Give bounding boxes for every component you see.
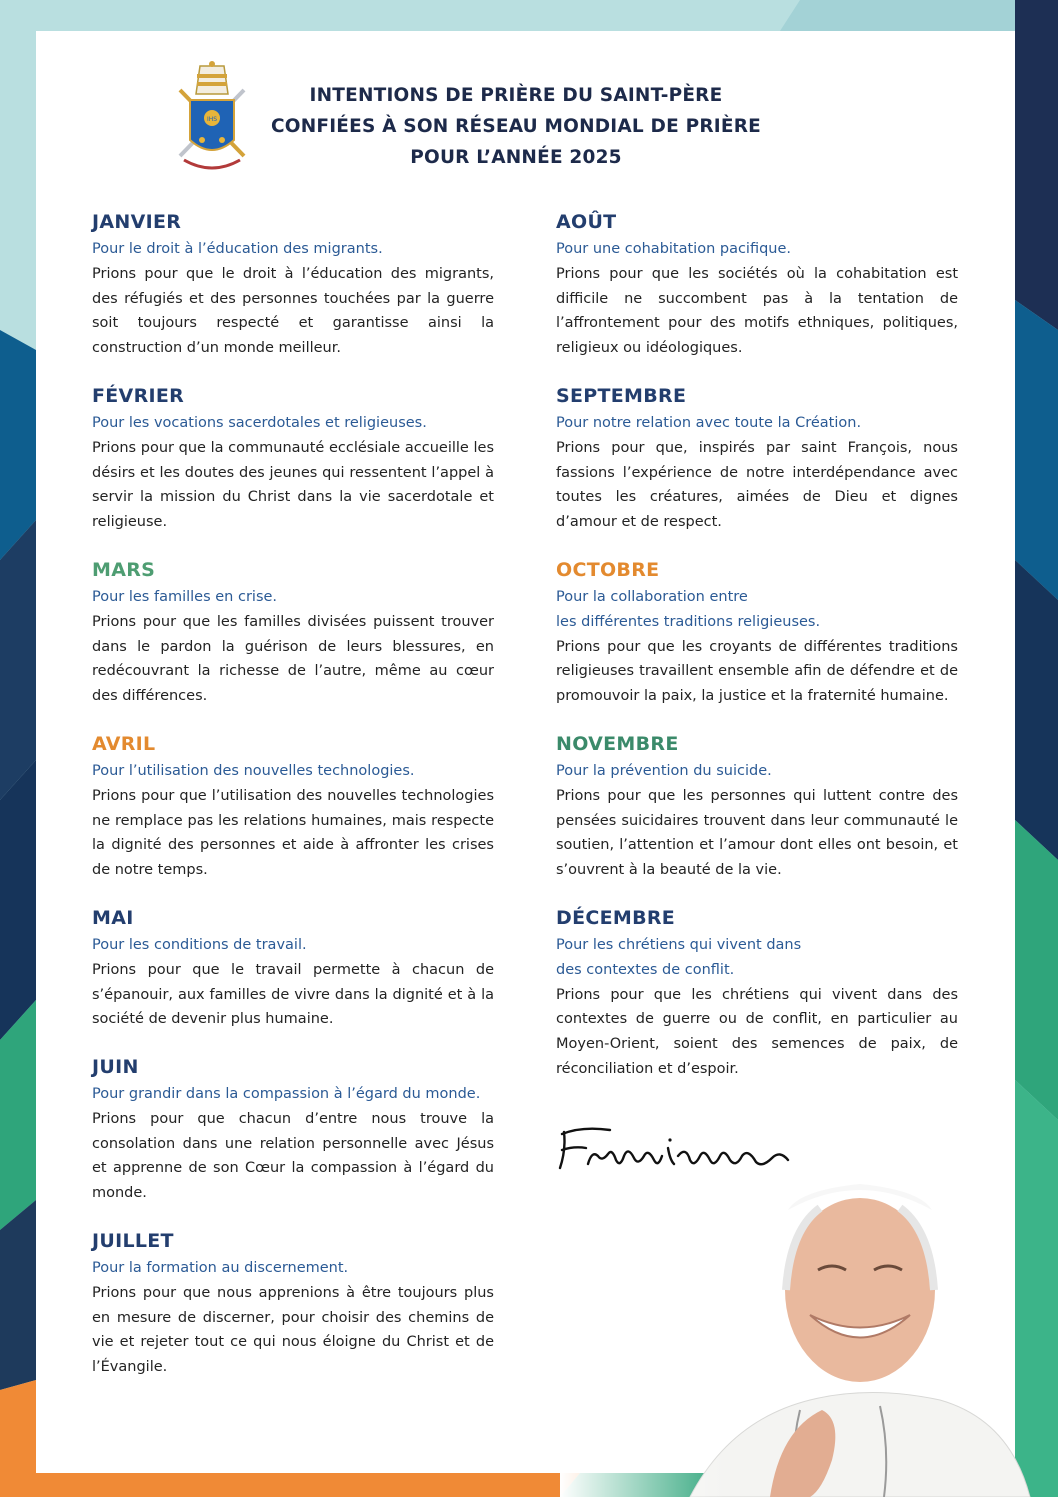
month-text: Prions pour que les chrétiens qui vivent dans des contextes de guerre ou de conflit, en particulier au Moyen-Orient, soient des semences de paix, de réconciliation et d’espoir.	[556, 986, 958, 1077]
month-title: DÉCEMBRE	[556, 907, 676, 929]
month-entry-fevrier	[92, 383, 494, 557]
month-subtitle: Pour le droit à l’éducation des migrants.	[92, 241, 383, 257]
month-text: Prions pour que nous apprenions à être toujours plus en mesure de discerner, pour choisir des chemins de vie et rejeter tout ce qui nous éloigne du Christ et de l’Évangile.	[92, 1284, 494, 1376]
month-entry-mars	[92, 557, 494, 731]
month-subtitle-line-2: les différentes traditions religieuses.	[556, 613, 821, 630]
month-text: Prions pour que la communauté ecclésiale accueille les désirs et les doutes des jeunes qui ressentent l’appel à servir la mission du Christ dans la vie sacerdotale et religieuse.	[92, 439, 494, 531]
title-line-1: INTENTIONS DE PRIÈRE DU SAINT-PÈRE	[309, 85, 723, 106]
svg-text:IHS: IHS	[206, 116, 218, 123]
month-text: Prions pour que les personnes qui luttent contre des pensées suicidaires trouvent dans leur communauté le soutien, l’attention et l’amour dont elles ont besoin, et s’ouvrent à la beauté de la vie.	[556, 787, 958, 879]
month-title: AOÛT	[556, 211, 617, 233]
month-subtitle-line-1: Pour les chrétiens qui vivent dans	[556, 937, 802, 953]
month-subtitle: Pour la prévention du suicide.	[556, 763, 772, 779]
month-text: Prions pour que le travail permette à chacun de s’épanouir, aux familles de vivre dans la dignité et à la société de devenir plus humaine.	[92, 961, 494, 1028]
page-title	[230, 80, 802, 173]
month-entry-septembre	[556, 383, 958, 557]
month-entry-juin	[92, 1054, 494, 1228]
month-entry-avril	[92, 731, 494, 905]
right-column	[556, 209, 958, 1082]
month-title: MAI	[92, 907, 134, 929]
month-text: Prions pour que les familles divisées puissent trouver dans le pardon la guérison de leurs blessures, en redécouvrant la richesse de l’autre, même au cœur des différences.	[92, 613, 494, 705]
month-title: NOVEMBRE	[556, 733, 679, 755]
month-entry-novembre	[556, 731, 958, 905]
left-column	[92, 209, 494, 1402]
month-subtitle: Pour la formation au discernement.	[92, 1260, 349, 1276]
month-title: FÉVRIER	[92, 385, 185, 407]
month-subtitle: Pour les conditions de travail.	[92, 937, 307, 953]
month-text: Prions pour que l’utilisation des nouvelles technologies ne remplace pas les relations humaines, mais respecte la dignité des personnes et aide à affronter les crises de notre temps.	[92, 787, 494, 879]
month-subtitle: Pour les familles en crise.	[92, 589, 278, 605]
month-title: JUILLET	[92, 1230, 174, 1252]
month-subtitle: Pour une cohabitation pacifique.	[556, 241, 792, 257]
month-entry-mai	[92, 905, 494, 1054]
month-text: Prions pour que chacun d’entre nous trouve la consolation dans une relation personnelle avec Jésus et apprenne de son Cœur la compassion à l’égard du monde.	[92, 1110, 494, 1202]
month-text: Prions pour que les croyants de différentes traditions religieuses travaillent ensemble afin de défendre et de promouvoir la paix, la justice et la fraternité humaine.	[556, 638, 958, 705]
month-text: Prions pour que les sociétés où la cohabitation est difficile ne succombent pas à la tentation de l’affrontement pour des motifs ethniques, politiques, religieux ou idéologiques.	[556, 265, 958, 357]
month-title: JANVIER	[92, 211, 182, 233]
month-entry-decembre	[556, 905, 958, 1082]
pope-portrait	[560, 1170, 1040, 1497]
month-title: OCTOBRE	[556, 559, 660, 581]
month-subtitle: Pour grandir dans la compassion à l’égard du monde.	[92, 1086, 481, 1102]
title-line-3: POUR L’ANNÉE 2025	[410, 147, 622, 168]
title-line-2: CONFIÉES À SON RÉSEAU MONDIAL DE PRIÈRE	[271, 116, 761, 137]
month-subtitle: Pour les vocations sacerdotales et religieuses.	[92, 415, 427, 431]
month-subtitle	[556, 585, 958, 635]
month-text: Prions pour que, inspirés par saint François, nous fassions l’expérience de notre interdépendance avec toutes les créatures, aimées de Dieu et dignes d’amour et de respect.	[556, 439, 958, 531]
month-title: MARS	[92, 559, 156, 581]
month-title: AVRIL	[92, 733, 156, 755]
month-title: SEPTEMBRE	[556, 385, 687, 407]
month-subtitle-line-1: Pour la collaboration entre	[556, 589, 748, 605]
month-text: Prions pour que le droit à l’éducation des migrants, des réfugiés et des personnes touchées par la guerre soit toujours respecté et garantisse ainsi la construction d’un monde meilleur.	[92, 265, 494, 357]
month-entry-aout	[556, 209, 958, 383]
month-subtitle: Pour notre relation avec toute la Création.	[556, 415, 862, 431]
month-entry-janvier	[92, 209, 494, 383]
month-title: JUIN	[92, 1056, 139, 1078]
month-entry-juillet	[92, 1228, 494, 1402]
month-subtitle-line-2: des contextes de conflit.	[556, 961, 735, 978]
month-subtitle: Pour l’utilisation des nouvelles technologies.	[92, 763, 415, 779]
month-entry-octobre	[556, 557, 958, 731]
month-subtitle	[556, 933, 958, 983]
